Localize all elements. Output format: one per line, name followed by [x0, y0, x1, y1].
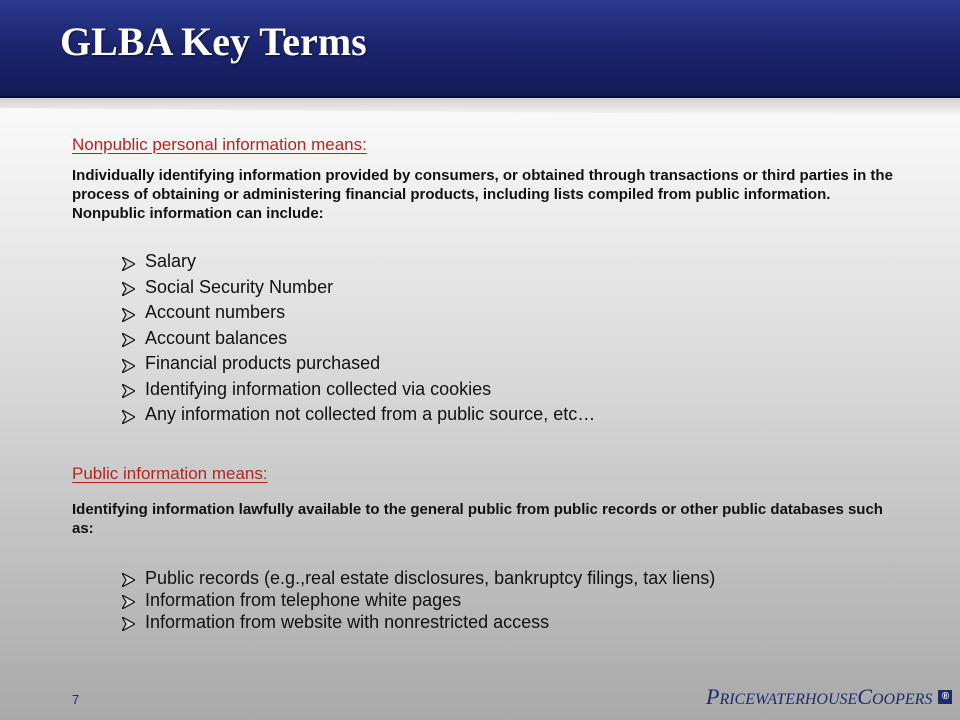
bullet-text: Identifying information collected via cookies	[145, 378, 492, 399]
arrow-bullet-icon	[122, 306, 135, 320]
bullet-item	[122, 300, 595, 326]
nonpublic-heading: Nonpublic personal information means:	[72, 135, 367, 154]
public-heading: Public information means:	[72, 464, 268, 483]
bullet-item	[122, 567, 715, 589]
bullet-item	[122, 402, 595, 428]
registered-mark-icon: ®	[938, 690, 952, 704]
arrow-bullet-icon	[122, 408, 135, 422]
bullet-text: Financial products purchased	[145, 353, 381, 374]
arrow-bullet-icon	[122, 615, 135, 629]
logo-word-rice: RICEWATERHOUSE	[719, 691, 858, 708]
bullet-text: Any information not collected from a public source, etc…	[145, 404, 596, 425]
logo-wordmark	[706, 684, 932, 710]
logo-letter-p: P	[706, 684, 720, 709]
bullet-item	[122, 611, 715, 633]
bullet-text: Salary	[145, 251, 197, 272]
arrow-bullet-icon	[122, 382, 135, 396]
logo-word-oopers: OOPERS	[871, 691, 933, 708]
bullet-item	[122, 249, 595, 275]
bullet-text: Information from website with nonrestricted access	[145, 611, 550, 632]
bullet-text: Account balances	[145, 327, 288, 348]
arrow-bullet-icon	[122, 357, 135, 371]
bullet-text: Public records (e.g.,real estate disclosures, bankruptcy filings, tax liens)	[145, 567, 716, 588]
bullet-item	[122, 589, 715, 611]
arrow-bullet-icon	[122, 280, 135, 294]
public-definition: Identifying information lawfully available to the general public from public records or other public databases such as:	[72, 501, 883, 537]
title-bar	[0, 0, 960, 98]
bullet-item	[122, 326, 595, 352]
company-logo	[706, 684, 952, 710]
bullet-text: Account numbers	[145, 302, 286, 323]
public-list	[122, 567, 715, 633]
slide-title: GLBA Key Terms	[60, 19, 367, 64]
bullet-text: Social Security Number	[145, 276, 334, 297]
page-number: 7	[72, 692, 80, 707]
bullet-item	[122, 377, 595, 403]
nonpublic-list	[122, 249, 595, 428]
bullet-item	[122, 351, 595, 377]
bullet-item	[122, 275, 595, 301]
arrow-bullet-icon	[122, 331, 135, 345]
arrow-bullet-icon	[122, 255, 135, 269]
title-bar-shadow	[0, 96, 960, 116]
arrow-bullet-icon	[122, 571, 135, 585]
bullet-text: Information from telephone white pages	[145, 589, 462, 610]
arrow-bullet-icon	[122, 593, 135, 607]
nonpublic-definition: Individually identifying information provided by consumers, or obtained through transactions or third parties in the process of obtaining or administering financial products, including lists compiled from public information. Nonpublic information can include:	[72, 167, 893, 222]
logo-letter-c: C	[857, 684, 872, 709]
